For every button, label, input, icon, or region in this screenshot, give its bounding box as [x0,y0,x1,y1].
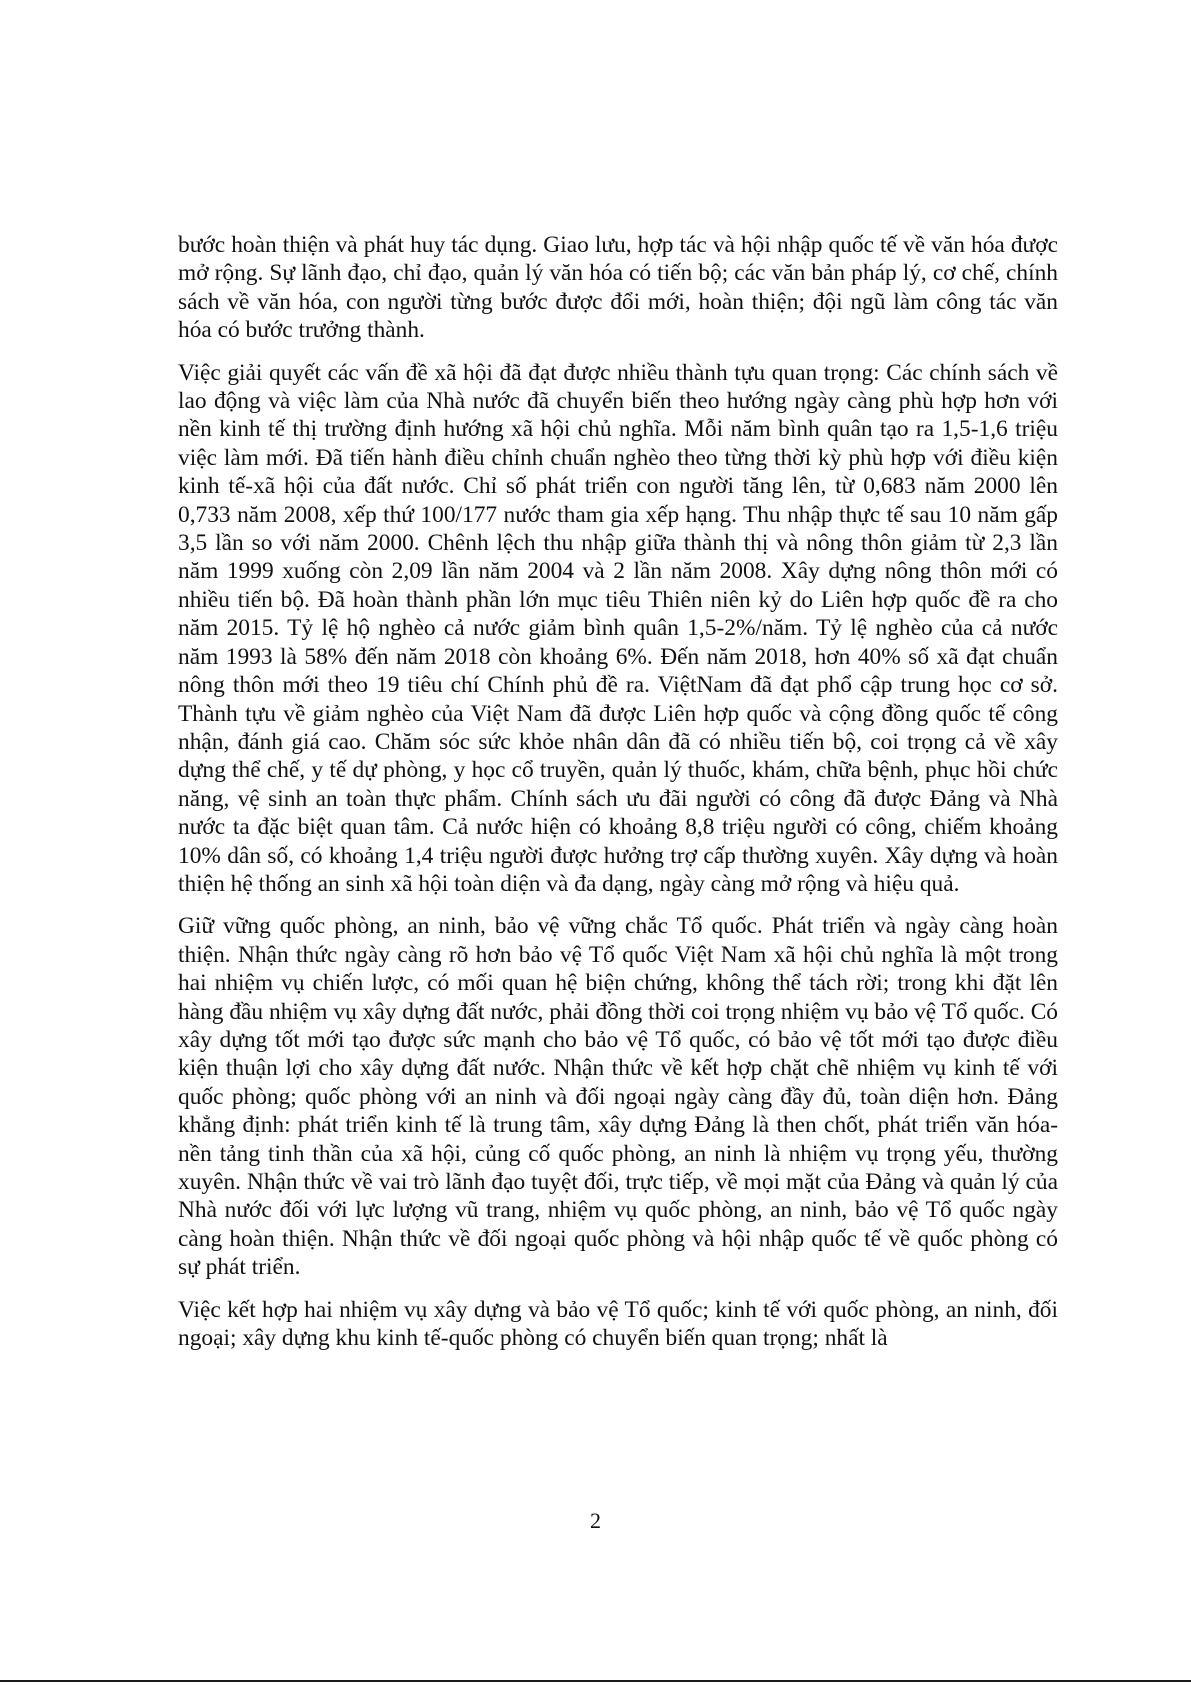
paragraph-culture: bước hoàn thiện và phát huy tác dụng. Giao lưu, hợp tác và hội nhập quốc tế về văn hóa được mở rộng. Sự lãnh đạo, chỉ đạo, quản lý văn hóa có tiến bộ; các văn bản pháp lý, cơ chế, chính sách về văn hóa, con người từng bước được đổi mới, hoàn thiện; đội ngũ làm công tác văn hóa có bước trưởng thành. [178,232,1058,344]
page-number: 2 [590,1508,601,1533]
paragraph-social-issues: Việc giải quyết các vấn đề xã hội đã đạt được nhiều thành tựu quan trọng: Các chính sách về lao động và việc làm của Nhà nước đã chuyển biến theo hướng ngày càng phù hợp hơn với nền kinh tế thị trường định hướng xã hội chủ nghĩa. Mỗi năm bình quân tạo ra 1,5-1,6 triệu việc làm mới. Đã tiến hành điều chỉnh chuẩn nghèo theo từng thời kỳ phù hợp với điều kiện kinh tế-xã hội của đất nước. Chỉ số phát triển con người tăng lên, từ 0,683 năm 2000 lên 0,733 năm 2008, xếp thứ 100/177 nước tham gia xếp hạng. Thu nhập thực tế sau 10 năm gấp 3,5 lần so với năm 2000. Chênh lệch thu nhập giữa thành thị và nông thôn giảm từ 2,3 lần năm 1999 xuống còn 2,09 lần năm 2004 và 2 lần năm 2008. Xây dựng nông thôn mới có nhiều tiến bộ. Đã hoàn thành phần lớn mục tiêu Thiên niên kỷ do Liên hợp quốc đề ra cho năm 2015. Tỷ lệ hộ nghèo cả nước giảm bình quân 1,5-2%/năm. Tỷ lệ nghèo của cả nước năm 1993 là 58% đến năm 2018 còn khoảng 6%. Đến năm 2018, hơn 40% số xã đạt chuẩn nông thôn mới theo 19 tiêu chí Chính phủ đề ra. ViệtNam đã đạt phổ cập trung học cơ sở. Thành tựu về giảm nghèo của Việt Nam đã được Liên hợp quốc và cộng đồng quốc tế công nhận, đánh giá cao. Chăm sóc sức khỏe nhân dân đã có nhiều tiến bộ, coi trọng cả về xây dựng thể chế, y tế dự phòng, y học cổ truyền, quản lý thuốc, khám, chữa bệnh, phục hồi chức năng, vệ sinh an toàn thực phẩm. Chính sách ưu đãi người có công đã được Đảng và Nhà nước ta đặc biệt quan tâm. Cả nước hiện có khoảng 8,8 triệu người có công, chiếm khoảng 10% dân số, có khoảng 1,4 triệu người được hưởng trợ cấp thường xuyên. Xây dựng và hoàn thiện hệ thống an sinh xã hội toàn diện và đa dạng, ngày càng mở rộng và hiệu quả. [178,359,1058,897]
paragraph-national-defense: Giữ vững quốc phòng, an ninh, bảo vệ vững chắc Tổ quốc. Phát triển và ngày càng hoàn thiện. Nhận thức ngày càng rõ hơn bảo vệ Tổ quốc Việt Nam xã hội chủ nghĩa là một trong hai nhiệm vụ chiến lược, có mối quan hệ biện chứng, không thể tách rời; trong khi đặt lên hàng đầu nhiệm vụ xây dựng đất nước, phải đồng thời coi trọng nhiệm vụ bảo vệ Tổ quốc. Có xây dựng tốt mới tạo được sức mạnh cho bảo vệ Tổ quốc, có bảo vệ tốt mới tạo được điều kiện thuận lợi cho xây dựng đất nước. Nhận thức về kết hợp chặt chẽ nhiệm vụ kinh tế với quốc phòng; quốc phòng với an ninh và đối ngoại ngày càng đầy đủ, toàn diện hơn. Đảng khẳng định: phát triển kinh tế là trung tâm, xây dựng Đảng là then chốt, phát triển văn hóa-nền tảng tinh thần của xã hội, củng cố quốc phòng, an ninh là nhiệm vụ trọng yếu, thường xuyên. Nhận thức về vai trò lãnh đạo tuyệt đối, trực tiếp, về mọi mặt của Đảng và quản lý của Nhà nước đối với lực lượng vũ trang, nhiệm vụ quốc phòng, an ninh, bảo vệ Tổ quốc ngày càng hoàn thiện. Nhận thức về đối ngoại quốc phòng và hội nhập quốc tế về quốc phòng có sự phát triển. [178,913,1058,1281]
document-body [178,231,1058,1366]
page-bottom-divider [0,1680,1191,1682]
paragraph-combined-tasks: Việc kết hợp hai nhiệm vụ xây dựng và bảo vệ Tổ quốc; kinh tế với quốc phòng, an ninh, đối ngoại; xây dựng khu kinh tế-quốc phòng có chuyển biến quan trọng; nhất là [178,1296,1058,1352]
